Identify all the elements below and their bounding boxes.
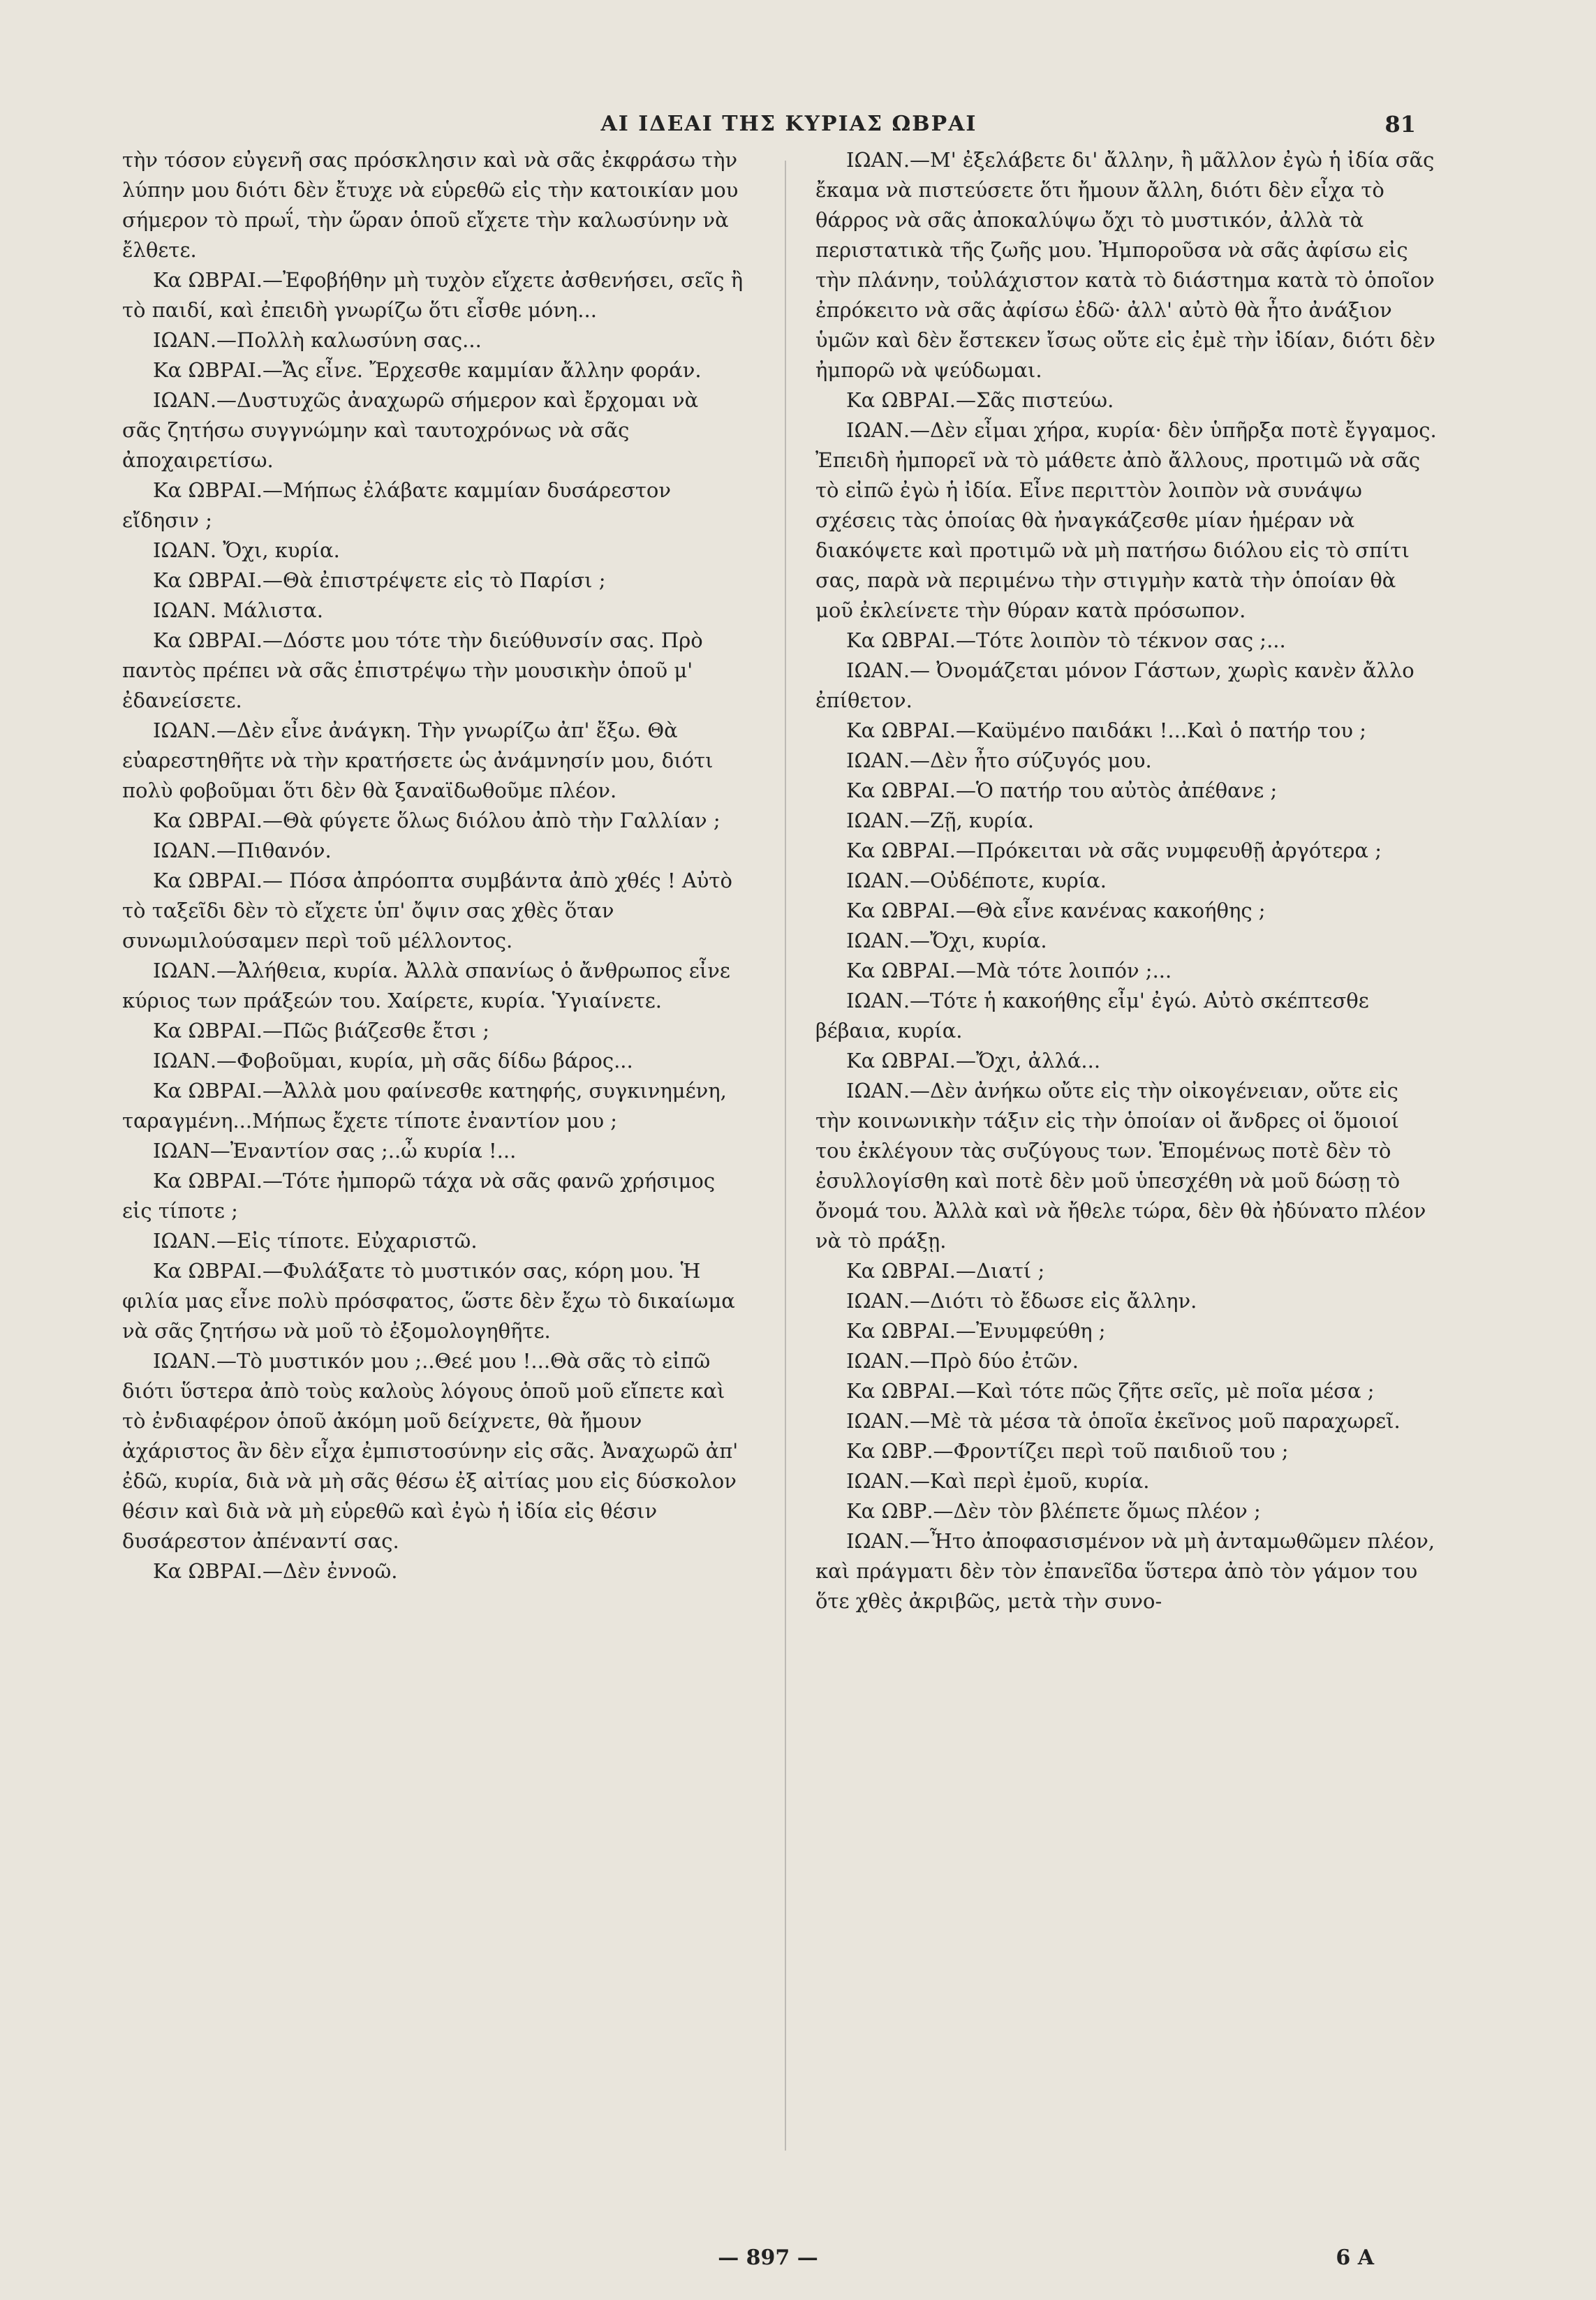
paragraph: τὴν τόσον εὐγενῆ σας πρόσκλησιν καὶ νὰ σᾶς ἐκφράσω τὴν λύπην μου διότι δὲν ἔτυχε νὰ εὑρεθῶ εἰς τὴν κατοικίαν μου σήμερον τὸ πρωΐ, τὴν ὥραν ὁποῦ εἴχετε τὴν καλωσύνην νὰ ἔλθετε.: [122, 148, 739, 262]
paragraph: Κα ΩΒΡΑΙ.—Πρόκειται νὰ σᾶς νυμφευθῇ ἀργότερα ;: [846, 839, 1382, 862]
paragraph: ΙΩΑΝ.—Δὲν ἀνήκω οὔτε εἰς τὴν οἰκογένειαν, οὔτε εἰς τὴν κοινωνικὴν τάξιν εἰς τὴν ὁποίαν οἱ ἄνδρες οἱ ὅμοιοί του ἐκλέγουν τὰς συζύγους των. Ἑπομένως ποτὲ δὲν τὸ ἐσυλλογίσθη καὶ ποτὲ δὲν μοῦ ὑπεσχέθη νὰ μοῦ δώσῃ τὸ ὄνομά του. Ἀλλὰ καὶ νὰ ἤθελε τώρα, δὲν θὰ ἠδύνατο πλέον νὰ τὸ πράξῃ.: [815, 1079, 1426, 1253]
running-header: [0, 103, 1596, 145]
paragraph: ΙΩΑΝ.—Ζῇ, κυρία.: [846, 809, 1034, 832]
paragraph: Κα ΩΒΡ.—Δὲν τὸν βλέπετε ὅμως πλέον ;: [846, 1499, 1261, 1523]
folio-number: 81: [1384, 111, 1416, 138]
paragraph: ΙΩΑΝ.— Ὀνομάζεται μόνον Γάστων, χωρὶς κανὲν ἄλλο ἐπίθετον.: [815, 658, 1414, 712]
paragraph: ΙΩΑΝ.—Πιθανόν.: [153, 839, 332, 862]
paragraph: Κα ΩΒΡΑΙ.—Τότε ἠμπορῶ τάχα νὰ σᾶς φανῶ χρήσιμος εἰς τίποτε ;: [122, 1169, 716, 1223]
paragraph: ΙΩΑΝ.—Δὲν ἦτο σύζυγός μου.: [846, 749, 1152, 772]
paragraph: Κα ΩΒΡΑΙ.—Μήπως ἐλάβατε καμμίαν δυσάρεστον εἴδησιν ;: [122, 478, 672, 532]
paragraph: ΙΩΑΝ.—Τὸ μυστικόν μου ;..Θεέ μου !...Θὰ σᾶς τὸ εἰπῶ διότι ὕστερα ἀπὸ τοὺς καλοὺς λόγους ὁποῦ μοῦ εἴπετε καὶ τὸ ἐνδιαφέρον ὁποῦ ἀκόμη μοῦ δείχνετε, θὰ ἤμουν ἀχάριστος ἂν δὲν εἶχα ἐμπιστοσύνην εἰς σᾶς. Ἀναχωρῶ ἀπ' ἐδῶ, κυρία, διὰ νὰ μὴ σᾶς θέσω ἐξ αἰτίας μου εἰς δύσκολον θέσιν καὶ διὰ νὰ μὴ εὑρεθῶ καὶ ἐγὼ ἡ ἰδία εἰς θέσιν δυσάρεστον ἀπέναντί σας.: [122, 1349, 739, 1553]
paragraph: ΙΩΑΝ.—Δὲν εἶνε ἀνάγκη. Τὴν γνωρίζω ἀπ' ἔξω. Θὰ εὐαρεστηθῆτε νὰ τὴν κρατήσετε ὡς ἀνάμνησίν μου, διότι πολὺ φοβοῦμαι ὅτι δὲν θὰ ξαναϊδωθοῦμε πλέον.: [122, 718, 714, 802]
page-footer: [0, 2240, 1596, 2276]
paragraph: Κα ΩΒΡΑΙ.—Ἄς εἶνε. Ἔρχεσθε καμμίαν ἄλλην φοράν.: [153, 358, 702, 382]
paragraph: Κα ΩΒΡΑΙ.—Ἀλλὰ μου φαίνεσθε κατηφής, συγκινημένη, ταραγμένη...Μήπως ἔχετε τίποτε ἐναντίον μου ;: [122, 1079, 727, 1133]
paragraph: ΙΩΑΝ.—Ἦτο ἀποφασισμένον νὰ μὴ ἀνταμωθῶμεν πλέον, καὶ πράγματι δὲν τὸν ἐπανεῖδα ὕστερα ἀπὸ τὸν γάμον του ὅτε χθὲς ἀκριβῶς, μετὰ τὴν συνο-: [815, 1529, 1435, 1613]
paragraph: Κα ΩΒΡΑΙ.—Καϋμένο παιδάκι !...Καὶ ὁ πατήρ του ;: [846, 718, 1367, 742]
paragraph: Κα ΩΒΡ.—Φροντίζει περὶ τοῦ παιδιοῦ του ;: [846, 1439, 1289, 1463]
paragraph: Κα ΩΒΡΑΙ.—Θὰ φύγετε ὅλως διόλου ἀπὸ τὴν Γαλλίαν ;: [153, 809, 721, 832]
paragraph: ΙΩΑΝ.—Τότε ἡ κακοήθης εἶμ' ἐγώ. Αὐτὸ σκέπτεσθε βέβαια, κυρία.: [815, 989, 1369, 1042]
column-rule: [785, 161, 786, 2151]
paragraph: Κα ΩΒΡΑΙ.—Ἐνυμφεύθη ;: [846, 1319, 1106, 1343]
signature-mark: 6 A: [1336, 2246, 1374, 2270]
paragraph: Κα ΩΒΡΑΙ.—Δόστε μου τότε τὴν διεύθυνσίν σας. Πρὸ παντὸς πρέπει νὰ σᾶς ἐπιστρέψω τὴν μουσικὴν ὁποῦ μ' ἐδανείσετε.: [122, 628, 703, 712]
page-number: — 897 —: [718, 2246, 818, 2270]
paragraph: ΙΩΑΝ.—Καὶ περὶ ἐμοῦ, κυρία.: [846, 1469, 1150, 1493]
paragraph: ΙΩΑΝ.—Πολλὴ καλωσύνη σας...: [153, 328, 482, 352]
paragraph: Κα ΩΒΡΑΙ.—Ὁ πατήρ του αὐτὸς ἀπέθανε ;: [846, 779, 1278, 802]
paragraph: Κα ΩΒΡΑΙ.—Πῶς βιάζεσθε ἔτσι ;: [153, 1019, 490, 1042]
paragraph: Κα ΩΒΡΑΙ.—Θὰ ἐπιστρέψετε εἰς τὸ Παρίσι ;: [153, 568, 606, 592]
paragraph: ΙΩΑΝ.—Διότι τὸ ἔδωσε εἰς ἄλλην.: [846, 1289, 1197, 1313]
paragraph: ΙΩΑΝ.—Φοβοῦμαι, κυρία, μὴ σᾶς δίδω βάρος...: [153, 1049, 633, 1072]
paragraph: ΙΩΑΝ.—Οὐδέποτε, κυρία.: [846, 869, 1107, 892]
paragraph: ΙΩΑΝ.—Πρὸ δύο ἐτῶν.: [846, 1349, 1079, 1373]
paragraph: ΙΩΑΝ.—Δὲν εἶμαι χήρα, κυρία· δὲν ὑπῆρξα ποτὲ ἔγγαμος. Ἐπειδὴ ἠμπορεῖ νὰ τὸ μάθετε ἀπὸ ἄλλους, προτιμῶ νὰ σᾶς τὸ εἰπῶ ἐγὼ ἡ ἰδία. Εἶνε περιττὸν λοιπὸν νὰ συνάψω σχέσεις τὰς ὁποίας θὰ ἠναγκάζεσθε μίαν ἡμέραν νὰ διακόψετε καὶ προτιμῶ νὰ μὴ πατήσω διόλου εἰς τὸ σπίτι σας, παρὰ νὰ περιμένω τὴν στιγμὴν κατὰ τὴν ὁποίαν θὰ μοῦ ἐκλείνετε τὴν θύραν κατὰ πρόσωπον.: [815, 418, 1437, 622]
paragraph: Κα ΩΒΡΑΙ.— Πόσα ἀπρόοπτα συμβάντα ἀπὸ χθές ! Αὐτὸ τὸ ταξεῖδι δὲν τὸ εἴχετε ὑπ' ὄψιν σας χθὲς ὅταν συνωμιλούσαμεν περὶ τοῦ μέλλοντος.: [122, 869, 732, 952]
paragraph: Κα ΩΒΡΑΙ.—Ὄχι, ἀλλά...: [846, 1049, 1101, 1072]
paragraph: Κα ΩΒΡΑΙ.—Καὶ τότε πῶς ζῆτε σεῖς, μὲ ποῖα μέσα ;: [846, 1379, 1375, 1403]
paragraph: Κα ΩΒΡΑΙ.—Ἐφοβήθην μὴ τυχὸν εἴχετε ἀσθενήσει, σεῖς ἢ τὸ παιδί, καὶ ἐπειδὴ γνωρίζω ὅτι εἶσθε μόνη...: [122, 268, 744, 322]
paragraph: ΙΩΑΝ.—Ἀλήθεια, κυρία. Ἀλλὰ σπανίως ὁ ἄνθρωπος εἶνε κύριος των πράξεών του. Χαίρετε, κυρία. Ὑγιαίνετε.: [122, 959, 730, 1012]
paragraph: Κα ΩΒΡΑΙ.—Τότε λοιπὸν τὸ τέκνον σας ;...: [846, 628, 1286, 652]
paragraph: Κα ΩΒΡΑΙ.—Θὰ εἶνε κανένας κακοήθης ;: [846, 899, 1266, 922]
paragraph: ΙΩΑΝ.—Μ' ἐξελάβετε δι' ἄλλην, ἢ μᾶλλον ἐγὼ ἡ ἰδία σᾶς ἔκαμα νὰ πιστεύσετε ὅτι ἤμουν ἄλλη, διότι δὲν εἶχα τὸ θάρρος νὰ σᾶς ἀποκαλύψω ὄχι τὸ μυστικόν, ἀλλὰ τὰ περιστατικὰ τῆς ζωῆς μου. Ἠμποροῦσα νὰ σᾶς ἀφίσω εἰς τὴν πλάνην, τοὐλάχιστον κατὰ τὸ διάστημα κατὰ τὸ ὁποῖον ἐπρόκειτο νὰ σᾶς ἀφίσω ἐδῶ· ἀλλ' αὐτὸ θὰ ἦτο ἀνάξιον ὑμῶν καὶ δὲν ἔστεκεν ἴσως οὔτε εἰς ἐμὲ τὴν ἰδίαν, διότι δὲν ἠμπορῶ νὰ ψεύδωμαι.: [815, 148, 1435, 382]
right-column: [815, 145, 1437, 1616]
paragraph: ΙΩΑΝ.—Μὲ τὰ μέσα τὰ ὁποῖα ἐκεῖνος μοῦ παραχωρεῖ.: [846, 1409, 1401, 1433]
paragraph: ΙΩΑΝ.—Εἰς τίποτε. Εὐχαριστῶ.: [153, 1229, 478, 1253]
left-column: [122, 145, 744, 1586]
paragraph: ΙΩΑΝ. Ὄχι, κυρία.: [153, 538, 340, 562]
paragraph: ΙΩΑΝ. Μάλιστα.: [153, 598, 323, 622]
paragraph: ΙΩΑΝ—Ἐναντίον σας ;..ὦ κυρία !...: [153, 1139, 517, 1163]
paragraph: Κα ΩΒΡΑΙ.—Διατί ;: [846, 1259, 1045, 1283]
paragraph: Κα ΩΒΡΑΙ.—Μὰ τότε λοιπόν ;...: [846, 959, 1172, 982]
paragraph: Κα ΩΒΡΑΙ.—Φυλάξατε τὸ μυστικόν σας, κόρη μου. Ἡ φιλία μας εἶνε πολὺ πρόσφατος, ὥστε δὲν ἔχω τὸ δικαίωμα νὰ σᾶς ζητήσω νὰ μοῦ τὸ ἐξομολογηθῆτε.: [122, 1259, 735, 1343]
paragraph: Κα ΩΒΡΑΙ.—Δὲν ἐννοῶ.: [153, 1559, 398, 1583]
running-title: ΑΙ ΙΔΕΑΙ ΤΗΣ ΚΥΡΙΑΣ ΩΒΡΑΙ: [600, 112, 977, 136]
paragraph: ΙΩΑΝ.—Ὄχι, κυρία.: [846, 929, 1047, 952]
paragraph: Κα ΩΒΡΑΙ.—Σᾶς πιστεύω.: [846, 388, 1114, 412]
paragraph: ΙΩΑΝ.—Δυστυχῶς ἀναχωρῶ σήμερον καὶ ἔρχομαι νὰ σᾶς ζητήσω συγγνώμην καὶ ταυτοχρόνως νὰ σᾶς ἀποχαιρετίσω.: [122, 388, 699, 472]
